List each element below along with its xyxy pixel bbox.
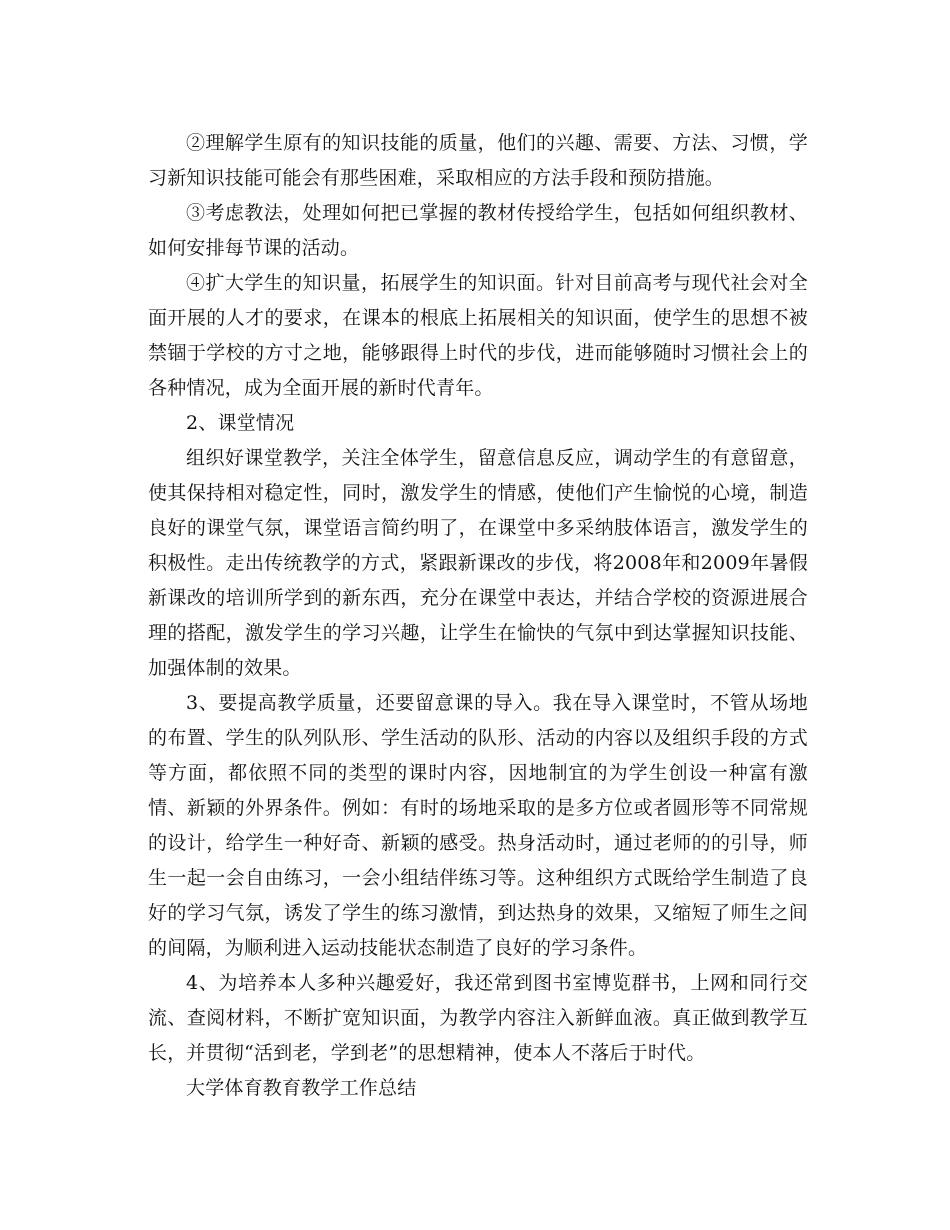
paragraph-expand-knowledge: ④扩大学生的知识量，拓展学生的知识面。针对目前高考与现代社会对全面开展的人才的要求，在课本的根底上拓展相关的知识面，使学生的思想不被禁锢于学校的方寸之地，能够跟得上时代的步伐，进而能够随时习惯社会上的各种情况，成为全面开展的新时代青年。 bbox=[148, 272, 808, 399]
paragraph-teaching-methods: ③考虑教法，处理如何把已掌握的教材传授给学生，包括如何组织教材、如何安排每节课的活动。 bbox=[148, 202, 808, 259]
document-body bbox=[148, 126, 808, 1106]
paragraph-self-improvement: 4、为培养本人多种兴趣爱好，我还常到图书室博览群书，上网和同行交流、查阅材料，不断扩宽知识面，为教学内容注入新鲜血液。真正做到教学互长，并贯彻“活到老，学到老”的思想精神，使本人不落后于时代。 bbox=[148, 972, 808, 1064]
document-title-summary: 大学体育教育教学工作总结 bbox=[186, 1077, 417, 1099]
paragraph-classroom-organization: 组织好课堂教学，关注全体学生，留意信息反应，调动学生的有意留意，使其保持相对稳定性，同时，激发学生的情感，使他们产生愉悦的心境，制造良好的课堂气氛，课堂语言简约明了，在课堂中多采纳肢体语言，激发学生的积极性。走出传统教学的方式，紧跟新课改的步伐，将2008年和2009年暑假新课改的培训所学到的新东西，充分在课堂中表达，并结合学校的资源进展合理的搭配，激发学生的学习兴趣，让学生在愉快的气氛中到达掌握知识技能、加强体制的效果。 bbox=[148, 447, 808, 679]
paragraph-understand-students: ②理解学生原有的知识技能的质量，他们的兴趣、需要、方法、习惯，学习新知识技能可能会有那些困难，采取相应的方法手段和预防措施。 bbox=[148, 132, 808, 189]
paragraph-lesson-introduction: 3、要提高教学质量，还要留意课的导入。我在导入课堂时，不管从场地的布置、学生的队列队形、学生活动的队形、活动的内容以及组织手段的方式等方面，都依照不同的类型的课时内容，因地制宜的为学生创设一种富有激情、新颖的外界条件。例如：有时的场地采取的是多方位或者圆形等不同常规的设计，给学生一种好奇、新颖的感受。热身活动时，通过老师的的引导，师生一起一会自由练习，一会小组结伴练习等。这种组织方式既给学生制造了良好的学习气氛，诱发了学生的练习激情，到达热身的效果，又缩短了师生之间的间隔，为顺利进入运动技能状态制造了良好的学习条件。 bbox=[148, 692, 808, 959]
section-heading-classroom: 2、课堂情况 bbox=[186, 412, 295, 434]
